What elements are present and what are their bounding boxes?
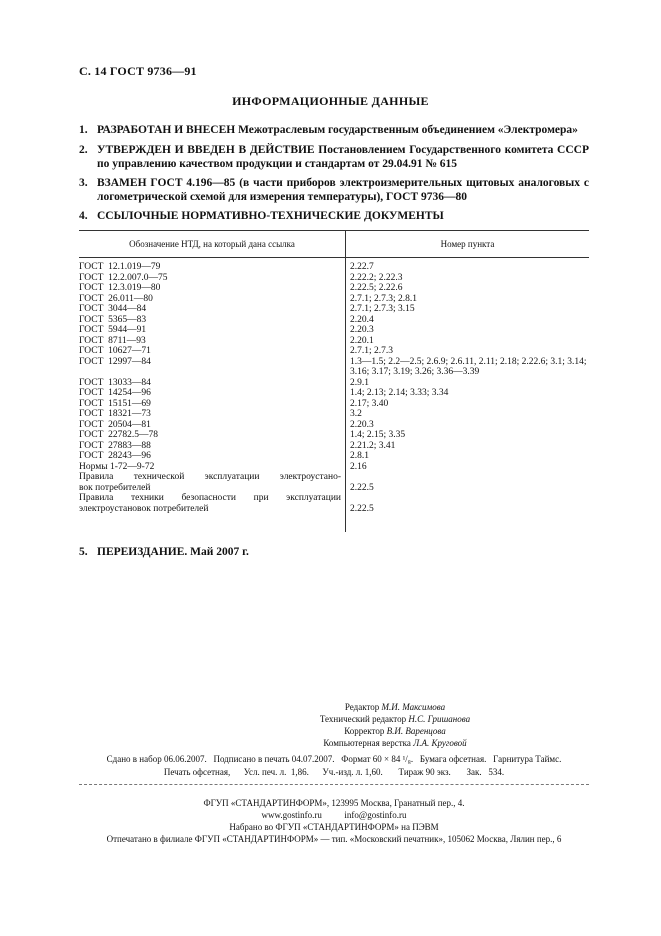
section-number: 5. — [79, 546, 88, 558]
clause-numbers: 2.22.7 — [350, 262, 374, 272]
document-designation: ГОСТ 12.1.019—79 — [79, 262, 161, 272]
document-designation: ГОСТ 12.2.007.0—75 — [79, 272, 168, 283]
table-row — [79, 493, 589, 504]
document-designation: ГОСТ 13033—84 — [79, 377, 151, 388]
table-row — [79, 430, 589, 441]
document-designation: ГОСТ 22782.5—78 — [79, 430, 158, 440]
clause-numbers: 2.8.1 — [350, 451, 369, 461]
section-1 — [79, 123, 589, 137]
document-designation: ГОСТ 20504—81 — [79, 419, 151, 430]
table-top-rule — [79, 230, 589, 231]
clause-numbers: 1.4; 2.13; 2.14; 3.33; 3.34 — [350, 388, 449, 398]
clause-numbers: 2.21.2; 3.41 — [350, 440, 396, 451]
credit-name: Л.А. Круговой — [413, 738, 467, 748]
credits-editor — [250, 701, 540, 713]
document-designation: ГОСТ 18321—73 — [79, 409, 151, 419]
clause-numbers: 2.7.1; 2.7.3 — [350, 346, 394, 356]
table-row — [79, 462, 589, 473]
clause-numbers: 1.3—1.5; 2.2—2.5; 2.6.9; 2.6.11, 2.11; 2.18; 2.22.6; 3.1; 3.14; 3.16; 3.17; 3.19; 3.26; 3.36—3.39 — [350, 356, 587, 377]
table-row — [79, 378, 589, 389]
table-row — [79, 283, 589, 294]
clause-numbers — [345, 472, 589, 483]
table-row — [79, 273, 589, 284]
table-row — [79, 304, 589, 315]
clause-numbers — [345, 493, 589, 504]
section-text: ПЕРЕИЗДАНИЕ. Май 2007 г. — [97, 546, 249, 558]
document-designation: Правила техники безопасности при эксплуатации — [79, 493, 341, 503]
page-title: ИНФОРМАЦИОННЫЕ ДАННЫЕ — [232, 94, 429, 108]
clause-numbers: 2.22.5 — [350, 482, 374, 493]
document-designation: Нормы 1-72—9-72 — [79, 461, 155, 472]
page-header: С. 14 ГОСТ 9736—91 — [79, 64, 197, 78]
print-info-line-1: Сдано в набор 06.06.2007. Подписано в печать 04.07.2007. Формат 60 × 84 ¹/₈. Бумага офсетная. Гарнитура Таймс. — [106, 754, 562, 764]
table-row — [79, 420, 589, 431]
footer-publisher: ФГУП «СТАНДАРТИНФОРМ», 123995 Москва, Гранатный пер., 4. — [203, 798, 465, 808]
table-row — [79, 262, 589, 273]
table-row — [79, 346, 589, 357]
section-text: ВЗАМЕН ГОСТ 4.196—85 (в части приборов электроизмерительных щитовых аналоговых с логометрической схемой для измерения температуры), ГОСТ 9736—80 — [97, 177, 589, 203]
clause-numbers: 2.20.3 — [350, 325, 374, 335]
document-designation: ГОСТ 8711—93 — [79, 335, 146, 346]
section-text: ССЫЛОЧНЫЕ НОРМАТИВНО-ТЕХНИЧЕСКИЕ ДОКУМЕНТЫ — [97, 210, 444, 222]
document-designation: вок потребителей — [79, 482, 151, 493]
clause-numbers: 2.20.4 — [350, 314, 374, 325]
document-designation: ГОСТ 5944—91 — [79, 325, 147, 335]
table-header-document: Обозначение НТД, на который дана ссылка — [129, 239, 295, 249]
credit-role: Технический редактор — [319, 714, 407, 724]
table-row — [79, 441, 589, 452]
credit-role: Редактор — [344, 702, 380, 712]
table-row — [79, 483, 589, 494]
table-row — [79, 294, 589, 305]
section-2 — [79, 143, 589, 171]
footer-printed: Отпечатано в филиале ФГУП «СТАНДАРТИНФОРМ» — тип. «Московский печатник», 105062 Москва, Лялин пер., 6 — [106, 834, 562, 844]
credit-name: Н.С. Гришанова — [408, 714, 471, 724]
footer-web: www.gostinfo.ru info@gostinfo.ru — [261, 810, 407, 820]
document-designation: Правила технической эксплуатации электроустано- — [79, 472, 341, 482]
credits-tech-editor — [250, 713, 540, 725]
table-row — [79, 451, 589, 462]
table-row — [79, 336, 589, 347]
credits-layout — [250, 737, 540, 749]
document-designation: ГОСТ 28243—96 — [79, 451, 151, 461]
credit-role: Компьютерная верстка — [323, 738, 411, 748]
section-4 — [79, 209, 589, 223]
credits-corrector — [250, 725, 540, 737]
table-header-clause: Номер пункта — [440, 239, 495, 249]
document-designation: ГОСТ 3044—84 — [79, 304, 147, 314]
table-header-rule — [79, 257, 589, 258]
section-number: 3. — [79, 177, 88, 189]
section-text: РАЗРАБОТАН И ВНЕСЕН Межотраслевым государственным объединением «Электромера» — [97, 124, 578, 136]
document-designation: ГОСТ 10627—71 — [79, 346, 151, 356]
document-designation: ГОСТ 26.011—80 — [79, 293, 153, 304]
document-designation: ГОСТ 14254—96 — [79, 388, 151, 398]
document-designation: ГОСТ 27883—88 — [79, 440, 151, 451]
section-5 — [79, 545, 589, 559]
section-text: УТВЕРЖДЕН И ВВЕДЕН В ДЕЙСТВИЕ Постановлением Государственного комитета СССР по управлению качеством продукции и стандартам от 29.04.91 № 615 — [97, 144, 589, 170]
section-number: 1. — [79, 124, 88, 136]
clause-numbers: 2.22.5 — [350, 503, 374, 514]
clause-numbers: 2.7.1; 2.7.3; 3.15 — [350, 304, 415, 314]
section-number: 2. — [79, 144, 88, 156]
table-row — [79, 315, 589, 326]
dashed-separator — [79, 784, 589, 785]
clause-numbers: 2.9.1 — [350, 377, 369, 388]
clause-numbers: 1.4; 2.15; 3.35 — [350, 430, 406, 440]
document-designation: ГОСТ 12.3.019—80 — [79, 283, 161, 293]
table-row — [79, 409, 589, 420]
clause-numbers: 2.20.1 — [350, 335, 374, 346]
credit-role: Корректор — [344, 726, 385, 736]
document-designation: электроустановок потребителей — [79, 503, 209, 514]
table-body — [79, 262, 589, 514]
section-3 — [79, 176, 589, 204]
credit-name: В.И. Варенцова — [386, 726, 446, 736]
table-row — [79, 472, 589, 483]
document-designation: ГОСТ 15151—69 — [79, 398, 151, 409]
footer-typeset: Набрано во ФГУП «СТАНДАРТИНФОРМ» на ПЭВМ — [229, 822, 439, 832]
table-row — [79, 325, 589, 336]
document-designation: ГОСТ 5365—83 — [79, 314, 147, 325]
table-row — [79, 504, 589, 515]
clause-numbers: 3.2 — [350, 409, 362, 419]
clause-numbers: 2.7.1; 2.7.3; 2.8.1 — [350, 293, 418, 304]
print-info-line-2: Печать офсетная, Усл. печ. л. 1,86. Уч.-изд. л. 1,60. Тираж 90 экз. Зак. 534. — [163, 767, 505, 777]
clause-numbers: 2.17; 3.40 — [350, 398, 389, 409]
clause-numbers: 2.22.5; 2.22.6 — [350, 283, 403, 293]
credit-name: М.И. Максимова — [381, 702, 446, 712]
section-number: 4. — [79, 210, 88, 222]
table-row — [79, 357, 589, 378]
clause-numbers: 2.16 — [350, 461, 367, 472]
clause-numbers: 2.22.2; 2.22.3 — [350, 272, 403, 283]
document-designation: ГОСТ 12997—84 — [79, 356, 151, 367]
table-row — [79, 399, 589, 410]
clause-numbers: 2.20.3 — [350, 419, 374, 430]
table-row — [79, 388, 589, 399]
